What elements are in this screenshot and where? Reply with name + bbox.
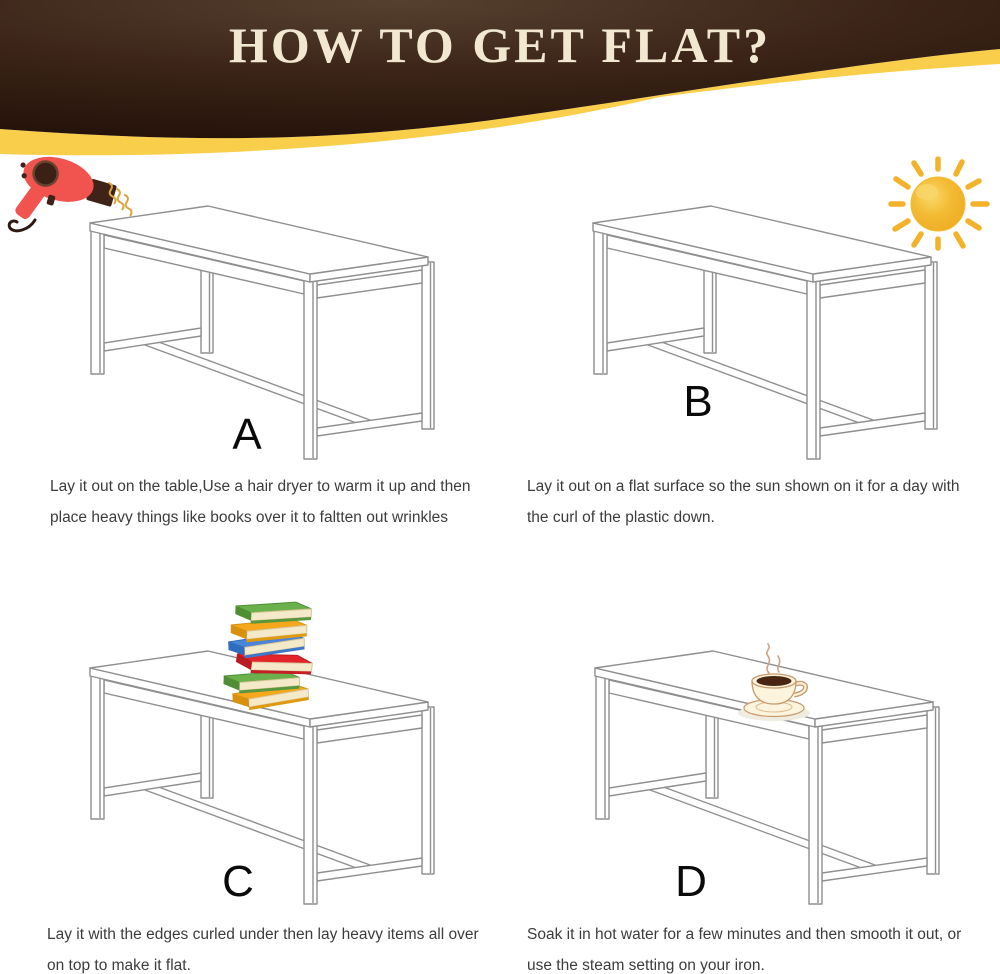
method-description-b bbox=[527, 471, 960, 533]
method-label-d: D bbox=[675, 857, 707, 906]
coffee-cup-icon bbox=[726, 643, 826, 728]
power-cord bbox=[9, 220, 35, 231]
description-line: the curl of the plastic down. bbox=[527, 509, 715, 526]
page-title: HOW TO GET FLAT? bbox=[228, 17, 772, 73]
method-label-b: B bbox=[683, 377, 713, 426]
description-line: place heavy things like books over it to faltten out wrinkles bbox=[50, 509, 449, 526]
method-description-c bbox=[47, 919, 479, 974]
hair-dryer-icon bbox=[5, 150, 140, 245]
description-line: Lay it out on the table,Use a hair dryer to warm it up and then bbox=[50, 478, 471, 495]
description-line: Lay it out on a flat surface so the sun shown on it for a day with bbox=[527, 478, 960, 495]
method-description-d bbox=[527, 919, 961, 974]
book-stack-icon bbox=[222, 597, 342, 715]
sun-core bbox=[911, 177, 965, 231]
steam bbox=[767, 644, 780, 673]
description-line: Lay it with the edges curled under then lay heavy items all over bbox=[47, 926, 479, 943]
coffee bbox=[757, 676, 792, 686]
description-line: on top to make it flat. bbox=[47, 957, 191, 974]
method-label-a: A bbox=[232, 410, 262, 459]
description-line: Soak it in hot water for a few minutes and then smooth it out, or bbox=[527, 926, 962, 943]
description-line: use the steam setting on your iron. bbox=[527, 957, 765, 974]
sun-icon bbox=[886, 155, 990, 251]
method-label-c: C bbox=[222, 857, 254, 906]
method-description-a bbox=[50, 471, 470, 533]
